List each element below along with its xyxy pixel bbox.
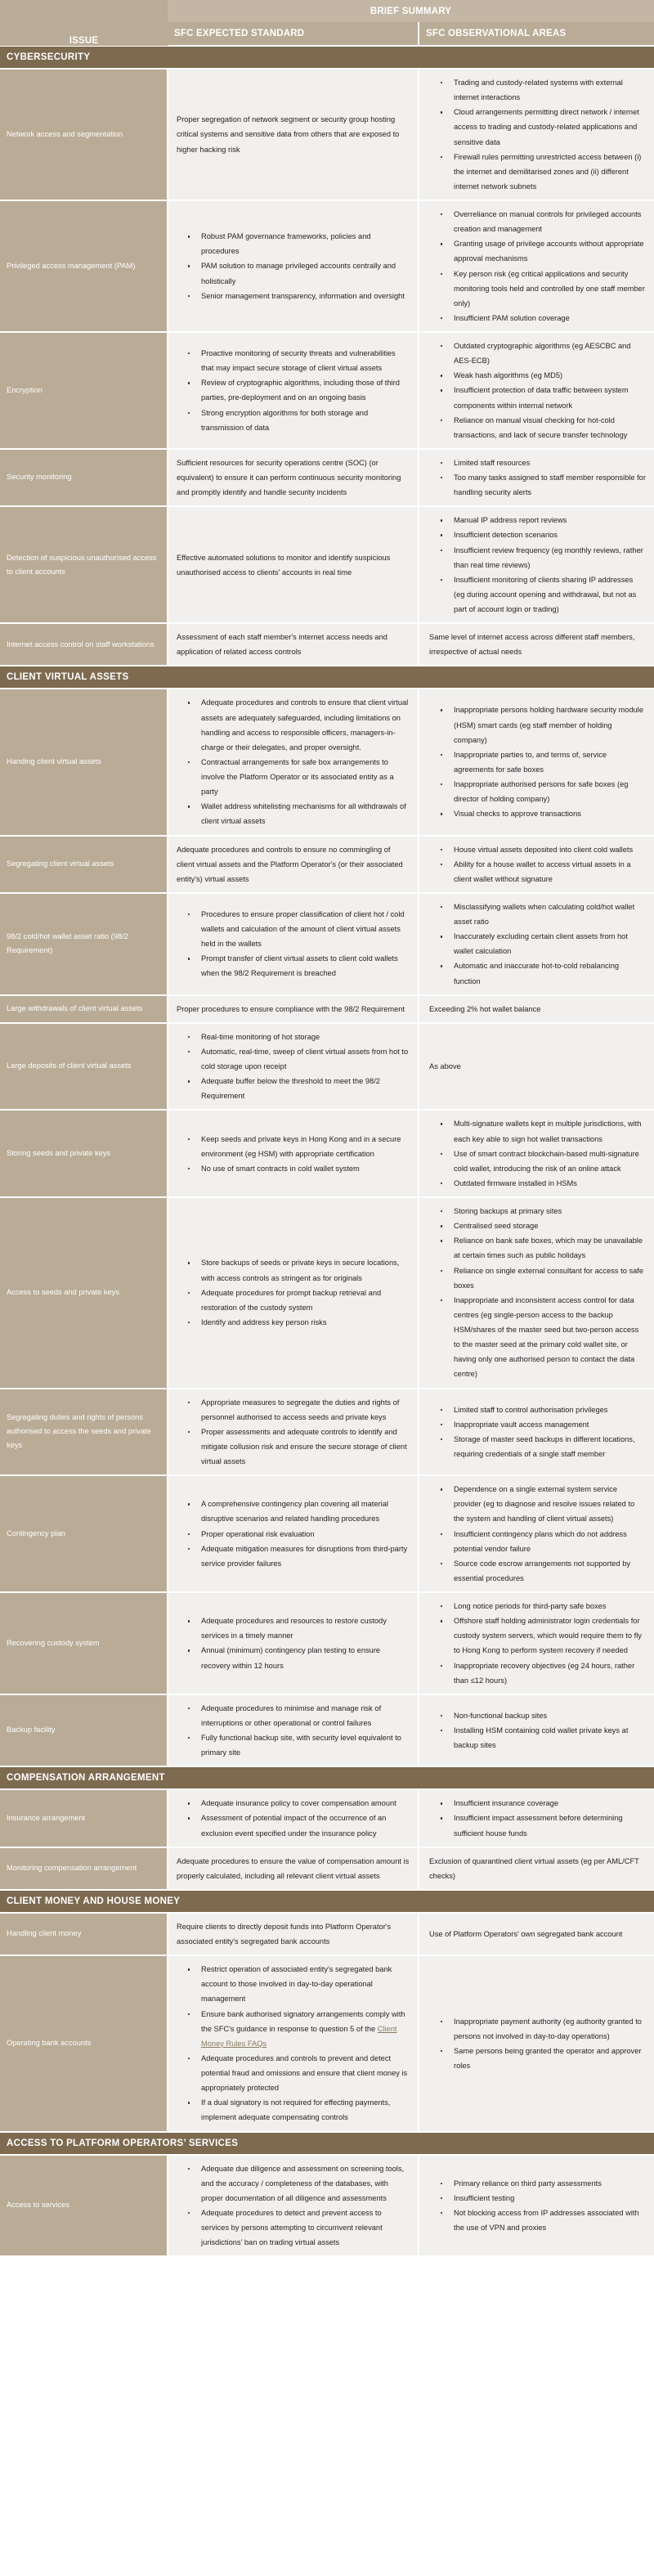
bullet-list <box>177 1613 410 1673</box>
table-header <box>0 0 654 46</box>
bullet-item: Same persons being granted the operator and approver roles <box>441 2044 646 2073</box>
bullet-item: Reliance on manual visual checking for hot-cold transactions, and lack of secure transfer technology <box>441 413 646 442</box>
bullet-item: Adequate buffer below the threshold to meet the 98/2 Requirement <box>188 1074 410 1103</box>
expected-standard-cell <box>168 1475 419 1592</box>
issue-label: Storing seeds and private keys <box>0 1110 168 1197</box>
issue-label: Handling client money <box>0 1913 168 1955</box>
issue-label: Access to seeds and private keys <box>0 1197 168 1389</box>
bullet-list <box>429 207 646 325</box>
bullet-item: No use of smart contracts in cold wallet system <box>188 1161 410 1176</box>
bullet-item: Prompt transfer of client virtual assets to client cold wallets when the 98/2 Requirement is breached <box>188 951 410 981</box>
observational-areas-cell <box>419 1789 654 1847</box>
bullet-item: Proactive monitoring of security threats and vulnerabilities that may impact secure storage of client virtual assets <box>188 346 410 375</box>
issue-label: Internet access control on staff workstations <box>0 623 168 666</box>
section-row <box>0 1766 654 1789</box>
bullet-item: Annual (minimum) contingency plan testing to ensure recovery within 12 hours <box>188 1643 410 1672</box>
expected-standard-cell <box>168 449 419 506</box>
table-body <box>0 46 654 2256</box>
bullet-list <box>177 1132 410 1176</box>
header-expected-standard: SFC EXPECTED STANDARD <box>168 22 419 46</box>
bullet-list <box>429 1796 646 1840</box>
bullet-item: Procedures to ensure proper classification of client hot / cold wallets and calculation of the amount of client virtual assets held in the wallets <box>188 907 410 951</box>
bullet-list <box>177 695 410 828</box>
bullet-item: Manual IP address report reviews <box>441 513 646 527</box>
issue-label: Segregating client virtual assets <box>0 836 168 893</box>
expected-standard-cell <box>168 1389 419 1476</box>
table-row <box>0 836 654 893</box>
bullet-item: Dependence on a single external system service provider (eg to diagnose and resolve issues related to the system and handling of client virtual assets) <box>441 1482 646 1526</box>
bullet-item: Use of smart contract blockchain-based multi-signature cold wallet, introducing the risk of an online attack <box>441 1147 646 1176</box>
section-title: CLIENT VIRTUAL ASSETS <box>0 666 654 689</box>
bullet-item: Identify and address key person risks <box>188 1315 410 1330</box>
bullet-list <box>429 1599 646 1688</box>
bullet-item: House virtual assets deposited into client cold wallets <box>441 842 646 857</box>
expected-standard-cell <box>168 995 419 1023</box>
expected-standard-cell <box>168 200 419 332</box>
bullet-item: Assessment of potential impact of the occurrence of an exclusion event specified under the insurance policy <box>188 1811 410 1840</box>
bullet-item: Adequate insurance policy to cover compensation amount <box>188 1796 410 1811</box>
bullet-item: Inappropriate recovery objectives (eg 24 hours, rather than ≤12 hours) <box>441 1658 646 1688</box>
expected-standard-cell <box>168 1694 419 1767</box>
issue-label: Network access and segmentation <box>0 69 168 200</box>
observational-areas-cell <box>419 332 654 449</box>
issue-label: Access to services <box>0 2155 168 2257</box>
bullet-item: Insufficient review frequency (eg monthly reviews, rather than real time reviews) <box>441 543 646 572</box>
paragraph: Assessment of each staff member's internet access needs and application of related access controls <box>177 633 387 657</box>
expected-standard-cell <box>168 836 419 893</box>
bullet-item: PAM solution to manage privileged accounts centrally and holistically <box>188 258 410 288</box>
bullet-item: Installing HSM containing cold wallet private keys at backup sites <box>441 1723 646 1752</box>
bullet-item: Non-functional backup sites <box>441 1708 646 1723</box>
bullet-list <box>177 1395 410 1470</box>
table-row <box>0 1847 654 1890</box>
bullet-list <box>429 1116 646 1191</box>
bullet-item: A comprehensive contingency plan covering all material disruptive scenarios and related handling procedures <box>188 1497 410 1526</box>
bullet-item: Limited staff resources <box>441 456 646 470</box>
bullet-list <box>429 702 646 821</box>
expected-standard-cell <box>168 1023 419 1111</box>
issue-label: Contingency plan <box>0 1475 168 1592</box>
table-row <box>0 1694 654 1767</box>
table-row <box>0 69 654 200</box>
bullet-list <box>177 1030 410 1104</box>
bullet-item: Limited staff to control authorisation privileges <box>441 1402 646 1417</box>
expected-standard-cell <box>168 893 419 995</box>
bullet-item: Inappropriate parties to, and terms of, service agreements for safe boxes <box>441 747 646 777</box>
issue-label: Backup facility <box>0 1694 168 1767</box>
section-title: CLIENT MONEY AND HOUSE MONEY <box>0 1890 654 1913</box>
bullet-item: Adequate procedures for prompt backup retrieval and restoration of the custody system <box>188 1286 410 1315</box>
bullet-list <box>429 2014 646 2074</box>
bullet-item: Insufficient detection scenarios <box>441 527 646 542</box>
bullet-item: Source code escrow arrangements not supported by essential procedures <box>441 1556 646 1586</box>
bullet-list <box>429 339 646 442</box>
bullet-item: Outdated firmware installed in HSMs <box>441 1176 646 1191</box>
issue-label: Encryption <box>0 332 168 449</box>
table-row <box>0 332 654 449</box>
observational-areas-cell <box>419 1197 654 1389</box>
table-row <box>0 1197 654 1389</box>
observational-areas-cell <box>419 995 654 1023</box>
section-row <box>0 46 654 69</box>
bullet-item: Insufficient PAM solution coverage <box>441 311 646 325</box>
bullet-item: Storage of master seed backups in different locations, requiring credentials of a single staff member <box>441 1432 646 1461</box>
bullet-item: Inappropriate vault access management <box>441 1417 646 1432</box>
bullet-item: Insufficient contingency plans which do not address potential vendor failure <box>441 1527 646 1556</box>
bullet-list <box>177 1701 410 1761</box>
table-row <box>0 623 654 666</box>
bullet-item: Insufficient impact assessment before determining sufficient house funds <box>441 1811 646 1840</box>
bullet-list <box>177 346 410 435</box>
bullet-item: Adequate procedures and controls to prevent and detect potential fraud and omissions and ensure that client money is appropriately protected <box>188 2051 410 2095</box>
bullet-item: Adequate due diligence and assessment on screening tools, and the accuracy / completeness of the databases, with proper documentation of all diligence and assessments <box>188 2161 410 2206</box>
bullet-item: Restrict operation of associated entity's segregated bank account to those involved in day-to-day operational management <box>188 1962 410 2006</box>
table-row <box>0 1955 654 2131</box>
bullet-item: Long notice periods for third-party safe boxes <box>441 1599 646 1613</box>
paragraph: Adequate procedures and controls to ensure no commingling of client virtual assets and the Platform Operator's (or their associated entity's) virtual assets <box>177 845 403 883</box>
issue-label: 98/2 cold/hot wallet asset ratio (98/2 Requirement) <box>0 893 168 995</box>
bullet-item: Overreliance on manual controls for privileged accounts creation and management <box>441 207 646 236</box>
bullet-list <box>429 1204 646 1382</box>
bullet-item: Inappropriate authorised persons for safe boxes (eg director of holding company) <box>441 777 646 806</box>
bullet-list <box>177 229 410 303</box>
bullet-item: Not blocking access from IP addresses associated with the use of VPN and proxies <box>441 2206 646 2235</box>
bullet-item: If a dual signatory is not required for effecting payments, implement adequate compensating controls <box>188 2095 410 2125</box>
bullet-item: Fully functional backup site, with security level equivalent to primary site <box>188 1730 410 1760</box>
bullet-item: Insufficient protection of data traffic between system components within internal network <box>441 383 646 412</box>
bullet-item: Inappropriate and inconsistent access control for data centres (eg single-person access to the backup HSM/shares of the master seed but two-person access to the master seed at the primary cold wallet site, or having only one authorised person to contact the data centre) <box>441 1293 646 1382</box>
bullet-item: Wallet address whitelisting mechanisms for all withdrawals of client virtual assets <box>188 799 410 828</box>
observational-areas-cell <box>419 1847 654 1890</box>
bullet-item: Appropriate measures to segregate the duties and rights of personnel authorised to access seeds and private keys <box>188 1395 410 1425</box>
observational-areas-cell <box>419 1389 654 1476</box>
bullet-item: Key person risk (eg critical applications and security monitoring tools held and controlled by one staff member only) <box>441 267 646 311</box>
bullet-item: Robust PAM governance frameworks, policies and procedures <box>188 229 410 258</box>
bullet-list <box>429 1402 646 1462</box>
bullet-item: Proper assessments and adequate controls to identify and mitigate collusion risk and ensure the secure storage of client virtual assets <box>188 1425 410 1469</box>
section-title: COMPENSATION ARRANGEMENT <box>0 1766 654 1789</box>
observational-areas-cell <box>419 1023 654 1111</box>
issue-label: Detection of suspicious unauthorised access to client accounts <box>0 506 168 623</box>
expected-standard-cell <box>168 689 419 835</box>
table-row <box>0 689 654 835</box>
bullet-item: Ensure bank authorised signatory arrangements comply with the SFC's guidance in response to question 5 of the Client Money Rules FAQs <box>188 2007 410 2051</box>
bullet-item: Offshore staff holding administrator login credentials for custody system servers, which would require them to fly to Hong Kong to perform system recovery if needed <box>441 1613 646 1658</box>
bullet-item: Contractual arrangements for safe box arrangements to involve the Platform Operator or its associated entity as a party <box>188 755 410 799</box>
observational-areas-cell <box>419 506 654 623</box>
observational-areas-cell <box>419 1592 654 1694</box>
bullet-list <box>177 1497 410 1571</box>
bullet-item: Inaccurately excluding certain client assets from hot wallet calculation <box>441 929 646 958</box>
bullet-list <box>177 907 410 981</box>
table-row <box>0 1023 654 1111</box>
issue-label: Recovering custody system <box>0 1592 168 1694</box>
bullet-item: Insufficient monitoring of clients sharing IP addresses (eg during account opening and withdrawal, but not as part of account login or trading) <box>441 572 646 617</box>
issue-label: Insurance arrangement <box>0 1789 168 1847</box>
paragraph: Same level of internet access across different staff members, irrespective of actual needs <box>429 633 635 657</box>
table-row <box>0 449 654 506</box>
table-row <box>0 1110 654 1197</box>
bullet-list <box>177 1962 410 2125</box>
bullet-list <box>429 75 646 194</box>
paragraph: Proper segregation of network segment or security group hosting critical systems and sensitive data from others that are exposed to higher hacking risk <box>177 115 400 154</box>
bullet-item: Adequate mitigation measures for disruptions from third-party service provider failures <box>188 1542 410 1571</box>
bullet-item: Reliance on bank safe boxes, which may be unavailable at certain times such as public holidays <box>441 1233 646 1263</box>
expected-standard-cell <box>168 1110 419 1197</box>
bullet-list <box>429 1482 646 1586</box>
bullet-item: Adequate procedures and controls to ensure that client virtual assets are adequately safeguarded, including limitations on handling and access to responsible officers, managers-in-charge or their delegates, and proper oversight. <box>188 695 410 755</box>
issue-label: Security monitoring <box>0 449 168 506</box>
bullet-item: Review of cryptographic algorithms, including those of third parties, pre-deployment and on an ongoing basis <box>188 375 410 405</box>
header-issue: ISSUE <box>0 0 168 46</box>
paragraph: Proper procedures to ensure compliance with the 98/2 Requirement <box>177 1004 405 1013</box>
header-observational-areas: SFC OBSERVATIONAL AREAS <box>419 22 654 46</box>
observational-areas-cell <box>419 449 654 506</box>
bullet-list <box>429 842 646 886</box>
observational-areas-cell <box>419 2155 654 2257</box>
section-row <box>0 2132 654 2155</box>
bullet-list <box>429 2176 646 2236</box>
bullet-item: Misclassifying wallets when calculating cold/hot wallet asset ratio <box>441 900 646 929</box>
bullet-item: Adequate procedures to minimise and manage risk of interruptions or other operational or control failures <box>188 1701 410 1730</box>
expected-standard-cell <box>168 623 419 666</box>
bullet-item: Inappropriate persons holding hardware security module (HSM) smart cards (eg staff member of holding company) <box>441 702 646 747</box>
observational-areas-cell <box>419 836 654 893</box>
table-row <box>0 995 654 1023</box>
observational-areas-cell <box>419 69 654 200</box>
section-row <box>0 1890 654 1913</box>
table-row <box>0 1592 654 1694</box>
bullet-item: Too many tasks assigned to staff member responsible for handling security alerts <box>441 470 646 500</box>
bullet-item: Proper operational risk evaluation <box>188 1527 410 1542</box>
bullet-item: Multi-signature wallets kept in multiple jurisdictions, with each key able to sign hot wallet transactions <box>441 1116 646 1146</box>
client-money-rules-faqs-link[interactable]: Client Money Rules FAQs <box>201 2024 397 2048</box>
section-title: CYBERSECURITY <box>0 46 654 69</box>
paragraph: Require clients to directly deposit funds into Platform Operator's associated entity's segregated bank accounts <box>177 1922 392 1945</box>
issue-label: Large withdrawals of client virtual assets <box>0 995 168 1023</box>
bullet-item: Adequate procedures and resources to restore custody services in a timely manner <box>188 1613 410 1643</box>
bullet-item: Strong encryption algorithms for both storage and transmission of data <box>188 406 410 435</box>
table-row <box>0 1389 654 1476</box>
paragraph: Adequate procedures to ensure the value of compensation amount is properly calculated, including all relevant client virtual assets <box>177 1856 410 1880</box>
expected-standard-cell <box>168 506 419 623</box>
table-row <box>0 1789 654 1847</box>
bullet-item: Insufficient testing <box>441 2191 646 2206</box>
bullet-item: Insufficient insurance coverage <box>441 1796 646 1811</box>
observational-areas-cell <box>419 1475 654 1592</box>
expected-standard-cell <box>168 332 419 449</box>
observational-areas-cell <box>419 1955 654 2131</box>
observational-areas-cell <box>419 1913 654 1955</box>
issue-label: Large deposits of client virtual assets <box>0 1023 168 1111</box>
bullet-list <box>177 1796 410 1840</box>
bullet-list <box>429 900 646 989</box>
bullet-item: Inappropriate payment authority (eg authority granted to persons not involved in day-to-day operations) <box>441 2014 646 2044</box>
section-title: ACCESS TO PLATFORM OPERATORS’ SERVICES <box>0 2132 654 2155</box>
bullet-list <box>429 1708 646 1752</box>
paragraph: Use of Platform Operators' own segregated bank account <box>429 1929 623 1938</box>
bullet-item: Store backups of seeds or private keys in secure locations, with access controls as stringent as for originals <box>188 1255 410 1285</box>
bullet-item: Automatic, real-time, sweep of client virtual assets from hot to cold storage upon receipt <box>188 1044 410 1074</box>
bullet-item: Trading and custody-related systems with external internet interactions <box>441 75 646 105</box>
paragraph: As above <box>429 1062 461 1070</box>
expected-standard-cell <box>168 1847 419 1890</box>
table-row <box>0 506 654 623</box>
bullet-list <box>177 2161 410 2251</box>
table-row <box>0 1475 654 1592</box>
paragraph: Sufficient resources for security operations centre (SOC) (or equivalent) to ensure it can perform continuous security monitoring and promptly identify and handle security incidents <box>177 458 401 497</box>
issue-label: Monitoring compensation arrangement <box>0 1847 168 1890</box>
expected-standard-cell <box>168 1592 419 1694</box>
bullet-item: Centralised seed storage <box>441 1218 646 1233</box>
table-row <box>0 1913 654 1955</box>
bullet-item: Automatic and inaccurate hot-to-cold rebalancing function <box>441 958 646 988</box>
issue-label: Privileged access management (PAM) <box>0 200 168 332</box>
expected-standard-cell <box>168 1789 419 1847</box>
bullet-item: Reliance on single external consultant for access to safe boxes <box>441 1263 646 1293</box>
issue-label: Operating bank accounts <box>0 1955 168 2131</box>
expected-standard-cell <box>168 1913 419 1955</box>
table-row <box>0 2155 654 2257</box>
bullet-item: Primary reliance on third party assessments <box>441 2176 646 2191</box>
observational-areas-cell <box>419 893 654 995</box>
bullet-item: Real-time monitoring of hot storage <box>188 1030 410 1044</box>
table-row <box>0 200 654 332</box>
expected-standard-cell <box>168 1955 419 2131</box>
bullet-item: Senior management transparency, information and oversight <box>188 289 410 303</box>
paragraph: Effective automated solutions to monitor and identify suspicious unauthorised access to clients' accounts in real time <box>177 553 391 577</box>
bullet-item: Adequate procedures to detect and prevent access to services by persons attempting to circumvent relevant jurisdictions’ ban on trading virtual assets <box>188 2206 410 2250</box>
bullet-item: Ability for a house wallet to access virtual assets in a client wallet without signature <box>441 857 646 886</box>
observational-areas-cell <box>419 623 654 666</box>
bullet-item: Storing backups at primary sites <box>441 1204 646 1218</box>
expected-standard-cell <box>168 2155 419 2257</box>
bullet-list <box>177 1255 410 1330</box>
bullet-item: Granting usage of privilege accounts without appropriate approval mechanisms <box>441 236 646 266</box>
paragraph: Exclusion of quarantined client virtual assets (eg per AML/CFT checks) <box>429 1856 639 1880</box>
observational-areas-cell <box>419 200 654 332</box>
issue-label: Handing client virtual assets <box>0 689 168 835</box>
bullet-item: Cloud arrangements permitting direct network / internet access to trading and custody-related applications and sensitive data <box>441 105 646 149</box>
bullet-item: Outdated cryptographic algorithms (eg AESCBC and AES-ECB) <box>441 339 646 368</box>
bullet-item: Weak hash algorithms (eg MD5) <box>441 368 646 383</box>
issue-label: Segregating duties and rights of persons authorised to access the seeds and private keys <box>0 1389 168 1476</box>
bullet-list <box>429 513 646 617</box>
expected-standard-cell <box>168 69 419 200</box>
bullet-item: Firewall rules permitting unrestricted access between (i) the internet and demilitarised zones and (ii) different internet network subnets <box>441 150 646 194</box>
table-row <box>0 893 654 995</box>
expected-standard-cell <box>168 1197 419 1389</box>
section-row <box>0 666 654 689</box>
bullet-item: Keep seeds and private keys in Hong Kong and in a secure environment (eg HSM) with appropriate certification <box>188 1132 410 1161</box>
header-brief-summary: BRIEF SUMMARY <box>168 0 654 22</box>
paragraph: Exceeding 2% hot wallet balance <box>429 1004 541 1013</box>
bullet-list <box>429 456 646 500</box>
observational-areas-cell <box>419 1110 654 1197</box>
observational-areas-cell <box>419 689 654 835</box>
observational-areas-cell <box>419 1694 654 1767</box>
bullet-item: Visual checks to approve transactions <box>441 806 646 821</box>
